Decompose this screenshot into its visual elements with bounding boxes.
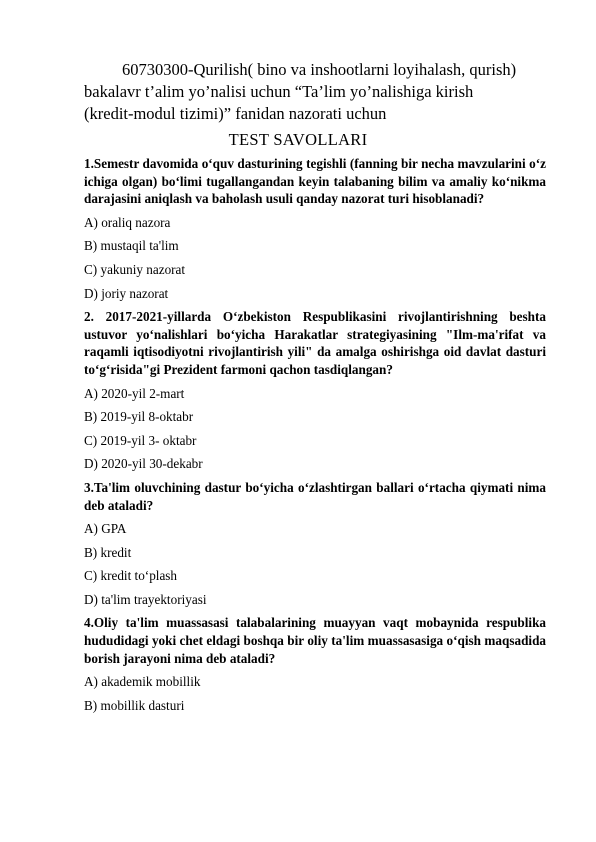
question-2: 2. 2017-2021-yillarda O‘zbekiston Respublikasini rivojlantirishning beshta ustuvor yo‘nalishlari bo‘yicha Harakatlar strategiyasining "Ilm-ma'rifat va raqamli iqtisodiyotni rivojlantirish yili" da amalga oshirishga oid davlat dasturi to‘g‘risida"gi Prezident farmoni qachon tasdiqlangan? xyxy=(84,309,546,377)
question-3-option-b: B) kredit xyxy=(84,544,132,560)
question-3-option-d: D) ta'lim trayektoriyasi xyxy=(84,591,207,607)
question-1: 1.Semestr davomida o‘quv dasturining tegishli (fanning bir necha mavzularini o‘z ichiga olgan) bo‘limi tugallangandan keyin talabaning bilim va amaliy ko‘nikma darajasini aniqlash va baholash usuli qanday nazorat turi hisoblanadi? xyxy=(84,156,546,207)
header-line-2: bakalavr t’alim yo’nalisi uchun “Ta’lim yo’nalishiga kirish xyxy=(84,82,474,101)
header-line-1: 60730300-Qurilish( bino va inshootlarni loyihalash, qurish) xyxy=(122,60,517,79)
test-title: TEST SAVOLLARI xyxy=(228,130,368,149)
header-line-3: (kredit-modul tizimi)” fanidan nazorati uchun xyxy=(84,104,387,123)
question-4-option-a: A) akademik mobillik xyxy=(84,674,201,690)
question-4: 4.Oliy ta'lim muassasasi talabalarining muayyan vaqt mobaynida respublika hududidagi yoki chet eldagi boshqa bir oliy ta'lim muassasasiga o‘qish maqsadida borish jarayoni nima deb ataladi? xyxy=(84,615,546,666)
question-3-option-c: C) kredit to‘plash xyxy=(84,568,178,584)
question-2-option-c: C) 2019-yil 3- oktabr xyxy=(84,432,197,448)
question-1-option-d: D) joriy nazorat xyxy=(84,285,169,301)
question-2-option-a: A) 2020-yil 2-mart xyxy=(84,385,185,401)
question-1-option-b: B) mustaqil ta'lim xyxy=(84,238,179,254)
question-1-option-c: C) yakuniy nazorat xyxy=(84,261,186,277)
questions-list xyxy=(84,155,546,720)
question-4-option-b: B) mobillik dasturi xyxy=(84,697,185,713)
question-3-option-a: A) GPA xyxy=(84,521,127,537)
question-3: 3.Ta'lim oluvchining dastur bo‘yicha o‘zlashtirgan ballari o‘rtacha qiymati nima deb ataladi? xyxy=(84,479,546,513)
question-1-option-a: A) oraliq nazora xyxy=(84,214,171,230)
question-2-option-d: D) 2020-yil 30-dekabr xyxy=(84,456,203,472)
question-2-option-b: B) 2019-yil 8-oktabr xyxy=(84,409,194,425)
